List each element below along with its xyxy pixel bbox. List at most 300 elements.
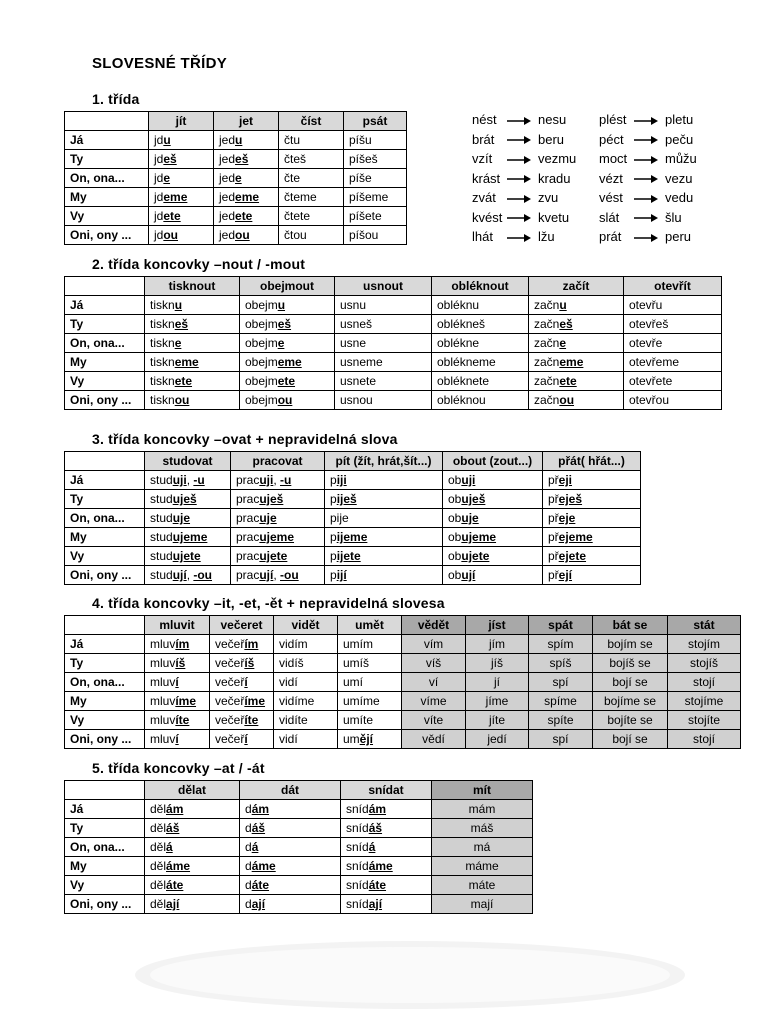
verb-form-cell: obuji <box>443 471 543 490</box>
present-form: peču <box>665 131 694 147</box>
irregular-pair <box>472 149 576 169</box>
corner-cell <box>65 616 145 635</box>
person-label: On, ona... <box>65 509 145 528</box>
corner-cell <box>65 277 145 296</box>
verb-form-cell: píšeme <box>344 188 407 207</box>
column-header: obléknout <box>432 277 529 296</box>
arrow-icon <box>506 174 534 184</box>
present-form: nesu <box>538 112 567 127</box>
present-form: pletu <box>665 112 694 127</box>
verb-form-cell: píšu <box>344 131 407 150</box>
verb-form-cell: stojí <box>668 673 741 692</box>
verb-form-cell: čtu <box>279 131 344 150</box>
column-header: jet <box>214 112 279 131</box>
verb-form-cell: umíš <box>338 654 402 673</box>
present-form: kradu <box>538 170 571 186</box>
class1-heading: 1. třída <box>92 91 140 107</box>
verb-form-cell: piji <box>325 471 443 490</box>
column-header: vidět <box>274 616 338 635</box>
verb-form-cell: jdeš <box>149 150 214 169</box>
verb-form-cell: začnu <box>529 296 624 315</box>
person-label: On, ona... <box>65 838 145 857</box>
irregular-pair <box>472 169 571 189</box>
verb-form-cell: začneme <box>529 353 624 372</box>
infinitive: lhát <box>472 229 493 244</box>
verb-form-cell: vidíme <box>274 692 338 711</box>
verb-form-cell: píšeš <box>344 150 407 169</box>
verb-form-cell: bojím se <box>593 635 668 654</box>
verb-form-cell: stojíš <box>668 654 741 673</box>
verb-form-cell: večeříme <box>210 692 274 711</box>
verb-form-cell: jdu <box>149 131 214 150</box>
column-header: stát <box>668 616 741 635</box>
verb-form-cell: dá <box>240 838 341 857</box>
verb-form-cell: dělá <box>145 838 240 857</box>
verb-form-cell: jíme <box>466 692 529 711</box>
table-row <box>65 391 722 410</box>
infinitive: kvést <box>472 209 503 225</box>
verb-form-cell: snídáš <box>341 819 432 838</box>
table-row <box>65 857 533 876</box>
person-label: Ty <box>65 315 145 334</box>
verb-form-cell: snídá <box>341 838 432 857</box>
column-header: bát se <box>593 616 668 635</box>
verb-form-cell: obejmou <box>240 391 335 410</box>
class4-heading: 4. třída koncovky –it, -et, -ět + nepravidelná slovesa <box>92 595 445 611</box>
header-row <box>65 112 407 131</box>
person-label: Já <box>65 471 145 490</box>
verb-form-cell: dáme <box>240 857 341 876</box>
table-row <box>65 226 407 245</box>
verb-form-cell: děláte <box>145 876 240 895</box>
verb-form-cell: obejmete <box>240 372 335 391</box>
class3-table <box>64 451 641 585</box>
verb-form-cell: dáte <box>240 876 341 895</box>
irregular-pair <box>599 169 692 189</box>
verb-form-cell: vidíte <box>274 711 338 730</box>
person-label: Vy <box>65 876 145 895</box>
class1-table <box>64 111 407 245</box>
present-form: beru <box>538 131 565 147</box>
verb-form-cell: mluvím <box>145 635 210 654</box>
verb-form-cell: pracujeme <box>231 528 325 547</box>
verb-form-cell: píše <box>344 169 407 188</box>
irregular-pair <box>599 208 682 228</box>
verb-form-cell: pijete <box>325 547 443 566</box>
verb-form-cell: ví <box>402 673 466 692</box>
column-header: pracovat <box>231 452 325 471</box>
person-label: Já <box>65 635 145 654</box>
person-label: Vy <box>65 711 145 730</box>
arrow-icon <box>506 155 534 165</box>
verb-form-cell: obejmeš <box>240 315 335 334</box>
verb-form-cell: tiskneš <box>145 315 240 334</box>
verb-form-cell: pracují, -ou <box>231 566 325 585</box>
arrow-icon <box>506 213 534 223</box>
verb-form-cell: víme <box>402 692 466 711</box>
verb-form-cell: začne <box>529 334 624 353</box>
present-form: kvetu <box>538 209 570 225</box>
verb-form-cell: jedu <box>214 131 279 150</box>
page-title: SLOVESNÉ TŘÍDY <box>92 55 228 72</box>
verb-form-cell: máte <box>432 876 533 895</box>
column-header: umět <box>338 616 402 635</box>
verb-form-cell: stojíme <box>668 692 741 711</box>
present-form: šlu <box>665 209 682 225</box>
verb-form-cell: umějí <box>338 730 402 749</box>
table-row <box>65 490 641 509</box>
verb-form-cell: máme <box>432 857 533 876</box>
person-label: Oni, ony ... <box>65 391 145 410</box>
person-label: Oni, ony ... <box>65 226 149 245</box>
table-row <box>65 692 741 711</box>
irregular-pair <box>472 208 569 228</box>
table-row <box>65 131 407 150</box>
person-label: My <box>65 857 145 876</box>
verb-form-cell: umí <box>338 673 402 692</box>
person-label: On, ona... <box>65 169 149 188</box>
verb-form-cell: čteš <box>279 150 344 169</box>
person-label: Ty <box>65 150 149 169</box>
table-row <box>65 819 533 838</box>
verb-form-cell: piješ <box>325 490 443 509</box>
present-form: lžu <box>538 229 555 244</box>
person-label: Ty <box>65 654 145 673</box>
infinitive: brát <box>472 131 495 147</box>
present-form: vezmu <box>538 151 577 166</box>
verb-form-cell: máš <box>432 819 533 838</box>
corner-cell <box>65 112 149 131</box>
table-row <box>65 730 741 749</box>
verb-form-cell: spíme <box>529 692 593 711</box>
verb-form-cell: přeje <box>543 509 641 528</box>
header-row <box>65 452 641 471</box>
verb-form-cell: mluvíme <box>145 692 210 711</box>
verb-form-cell: snídám <box>341 800 432 819</box>
verb-form-cell: mají <box>432 895 533 914</box>
verb-form-cell: studuji, -u <box>145 471 231 490</box>
verb-form-cell: pijeme <box>325 528 443 547</box>
column-header: studovat <box>145 452 231 471</box>
verb-form-cell: večeřím <box>210 635 274 654</box>
verb-form-cell: jedete <box>214 207 279 226</box>
verb-form-cell: pracujete <box>231 547 325 566</box>
person-label: Já <box>65 131 149 150</box>
verb-form-cell: má <box>432 838 533 857</box>
table-row <box>65 169 407 188</box>
class2-heading: 2. třída koncovky –nout / -mout <box>92 256 306 272</box>
verb-form-cell: začnou <box>529 391 624 410</box>
person-label: My <box>65 528 145 547</box>
table-row <box>65 353 722 372</box>
verb-form-cell: tisknou <box>145 391 240 410</box>
arrow-icon <box>633 135 661 145</box>
arrow-icon <box>506 233 534 243</box>
person-label: Oni, ony ... <box>65 895 145 914</box>
verb-form-cell: dáš <box>240 819 341 838</box>
verb-form-cell: večeří <box>210 673 274 692</box>
arrow-icon <box>633 213 661 223</box>
verb-form-cell: přejete <box>543 547 641 566</box>
infinitive: slát <box>599 209 620 225</box>
column-header: obout (zout...) <box>443 452 543 471</box>
irregular-pair <box>599 227 691 247</box>
irregular-pair <box>599 130 693 150</box>
table-row <box>65 895 533 914</box>
verb-form-cell: pracuješ <box>231 490 325 509</box>
verb-form-cell: spí <box>529 730 593 749</box>
verb-form-cell: pijí <box>325 566 443 585</box>
verb-form-cell: tisknu <box>145 296 240 315</box>
class2-table <box>64 276 722 410</box>
verb-form-cell: píšou <box>344 226 407 245</box>
verb-form-cell: děláme <box>145 857 240 876</box>
present-form: můžu <box>665 151 697 166</box>
column-header: začít <box>529 277 624 296</box>
present-form: peru <box>665 229 692 244</box>
arrow-icon <box>633 116 661 126</box>
present-form: vezu <box>665 170 693 186</box>
verb-form-cell: spíte <box>529 711 593 730</box>
verb-form-cell: obujeme <box>443 528 543 547</box>
column-header: spát <box>529 616 593 635</box>
verb-form-cell: pije <box>325 509 443 528</box>
verb-form-cell: otevřete <box>624 372 722 391</box>
person-label: Vy <box>65 207 149 226</box>
person-label: My <box>65 692 145 711</box>
person-label: My <box>65 353 145 372</box>
column-header: usnout <box>335 277 432 296</box>
table-row <box>65 876 533 895</box>
present-form: zvu <box>538 190 559 205</box>
verb-form-cell: usne <box>335 334 432 353</box>
column-header: vědět <box>402 616 466 635</box>
verb-form-cell: mluvíte <box>145 711 210 730</box>
table-row <box>65 372 722 391</box>
table-row <box>65 566 641 585</box>
corner-cell <box>65 452 145 471</box>
verb-form-cell: jíš <box>466 654 529 673</box>
infinitive: moct <box>599 151 628 166</box>
verb-form-cell: obejmu <box>240 296 335 315</box>
verb-form-cell: přejí <box>543 566 641 585</box>
class4-table <box>64 615 741 749</box>
column-header: otevřít <box>624 277 722 296</box>
verb-form-cell: otevře <box>624 334 722 353</box>
infinitive: prát <box>599 229 622 244</box>
person-label: On, ona... <box>65 334 145 353</box>
column-header: tisknout <box>145 277 240 296</box>
verb-form-cell: vidím <box>274 635 338 654</box>
verb-form-cell: spí <box>529 673 593 692</box>
verb-form-cell: vím <box>402 635 466 654</box>
column-header: mít <box>432 781 533 800</box>
class5-heading: 5. třída koncovky –at / -át <box>92 760 265 776</box>
verb-form-cell: otevřeme <box>624 353 722 372</box>
person-label: Ty <box>65 819 145 838</box>
class5-table <box>64 780 533 914</box>
infinitive: vzít <box>472 151 493 166</box>
verb-form-cell: obuje <box>443 509 543 528</box>
irregular-pair <box>599 149 697 169</box>
verb-form-cell: pracuji, -u <box>231 471 325 490</box>
verb-form-cell: večeříš <box>210 654 274 673</box>
verb-form-cell: jedeš <box>214 150 279 169</box>
verb-form-cell: děláš <box>145 819 240 838</box>
verb-form-cell: tiskne <box>145 334 240 353</box>
irregular-pair <box>472 110 566 130</box>
verb-form-cell: dám <box>240 800 341 819</box>
person-label: Oni, ony ... <box>65 730 145 749</box>
verb-form-cell: usnou <box>335 391 432 410</box>
verb-form-cell: vidíš <box>274 654 338 673</box>
verb-form-cell: usnu <box>335 296 432 315</box>
person-label: Vy <box>65 547 145 566</box>
verb-form-cell: jdou <box>149 226 214 245</box>
column-header: jíst <box>466 616 529 635</box>
arrow-icon <box>506 116 534 126</box>
verb-form-cell: pracuje <box>231 509 325 528</box>
verb-form-cell: stojím <box>668 635 741 654</box>
verb-form-cell: otevřeš <box>624 315 722 334</box>
column-header: psát <box>344 112 407 131</box>
verb-form-cell: začnete <box>529 372 624 391</box>
irregular-pair <box>472 130 564 150</box>
person-label: Já <box>65 800 145 819</box>
verb-form-cell: začneš <box>529 315 624 334</box>
verb-form-cell: umíme <box>338 692 402 711</box>
verb-form-cell: bojí se <box>593 730 668 749</box>
verb-form-cell: snídáme <box>341 857 432 876</box>
infinitive: vézt <box>599 170 623 186</box>
verb-form-cell: víte <box>402 711 466 730</box>
column-header: obejmout <box>240 277 335 296</box>
person-label: Ty <box>65 490 145 509</box>
verb-form-cell: přejeme <box>543 528 641 547</box>
verb-form-cell: oblékneme <box>432 353 529 372</box>
verb-form-cell: usneš <box>335 315 432 334</box>
verb-form-cell: jde <box>149 169 214 188</box>
person-label: My <box>65 188 149 207</box>
column-header: večeret <box>210 616 274 635</box>
table-row <box>65 471 641 490</box>
infinitive: zvát <box>472 190 496 205</box>
person-label: On, ona... <box>65 673 145 692</box>
verb-form-cell: čtete <box>279 207 344 226</box>
verb-form-cell: obují <box>443 566 543 585</box>
verb-form-cell: vidí <box>274 673 338 692</box>
verb-form-cell: oblékneš <box>432 315 529 334</box>
irregular-pair <box>472 188 558 208</box>
column-header: dělat <box>145 781 240 800</box>
irregular-pair <box>599 110 693 130</box>
verb-form-cell: mluvíš <box>145 654 210 673</box>
header-row <box>65 781 533 800</box>
column-header: pít (žít, hrát,šít...) <box>325 452 443 471</box>
verb-form-cell: umím <box>338 635 402 654</box>
verb-form-cell: spíš <box>529 654 593 673</box>
table-row <box>65 711 741 730</box>
header-row <box>65 277 722 296</box>
verb-form-cell: bojíš se <box>593 654 668 673</box>
infinitive: vést <box>599 190 623 205</box>
table-row <box>65 547 641 566</box>
verb-form-cell: večeříte <box>210 711 274 730</box>
table-row <box>65 528 641 547</box>
verb-form-cell: studují, -ou <box>145 566 231 585</box>
verb-form-cell: tisknete <box>145 372 240 391</box>
verb-form-cell: obléknu <box>432 296 529 315</box>
verb-form-cell: obléknou <box>432 391 529 410</box>
table-row <box>65 188 407 207</box>
header-row <box>65 616 741 635</box>
person-label: Já <box>65 296 145 315</box>
table-row <box>65 296 722 315</box>
verb-form-cell: čteme <box>279 188 344 207</box>
arrow-icon <box>633 155 661 165</box>
irregular-pair <box>599 188 693 208</box>
verb-form-cell: mám <box>432 800 533 819</box>
verb-form-cell: mluví <box>145 673 210 692</box>
arrow-icon <box>633 174 661 184</box>
class3-heading: 3. třída koncovky –ovat + nepravidelná slova <box>92 431 398 447</box>
verb-form-cell: jedí <box>466 730 529 749</box>
verb-form-cell: stojí <box>668 730 741 749</box>
table-row <box>65 207 407 226</box>
column-header: mluvit <box>145 616 210 635</box>
verb-form-cell: jedou <box>214 226 279 245</box>
verb-form-cell: snídají <box>341 895 432 914</box>
verb-form-cell: dělají <box>145 895 240 914</box>
infinitive: krást <box>472 170 501 186</box>
verb-form-cell: jím <box>466 635 529 654</box>
verb-form-cell: dělám <box>145 800 240 819</box>
verb-form-cell: mluví <box>145 730 210 749</box>
verb-form-cell: jdete <box>149 207 214 226</box>
verb-form-cell: jede <box>214 169 279 188</box>
smudge-decoration <box>130 935 690 1015</box>
verb-form-cell: vidí <box>274 730 338 749</box>
infinitive: plést <box>599 112 627 127</box>
column-header: dát <box>240 781 341 800</box>
table-row <box>65 635 741 654</box>
arrow-icon <box>506 135 534 145</box>
verb-form-cell: studuješ <box>145 490 231 509</box>
table-row <box>65 800 533 819</box>
table-row <box>65 315 722 334</box>
verb-form-cell: čtou <box>279 226 344 245</box>
verb-form-cell: jíte <box>466 711 529 730</box>
verb-form-cell: obujete <box>443 547 543 566</box>
arrow-icon <box>506 194 534 204</box>
table-row <box>65 654 741 673</box>
verb-form-cell: jí <box>466 673 529 692</box>
verb-form-cell: studuje <box>145 509 231 528</box>
verb-form-cell: obuješ <box>443 490 543 509</box>
verb-form-cell: jdeme <box>149 188 214 207</box>
verb-form-cell: píšete <box>344 207 407 226</box>
verb-form-cell: bojíme se <box>593 692 668 711</box>
arrow-icon <box>633 194 661 204</box>
verb-form-cell: obejmeme <box>240 353 335 372</box>
verb-form-cell: tiskneme <box>145 353 240 372</box>
verb-form-cell: víš <box>402 654 466 673</box>
verb-form-cell: obléknete <box>432 372 529 391</box>
arrow-icon <box>633 233 661 243</box>
corner-cell <box>65 781 145 800</box>
person-label: Oni, ony ... <box>65 566 145 585</box>
verb-form-cell: přeji <box>543 471 641 490</box>
